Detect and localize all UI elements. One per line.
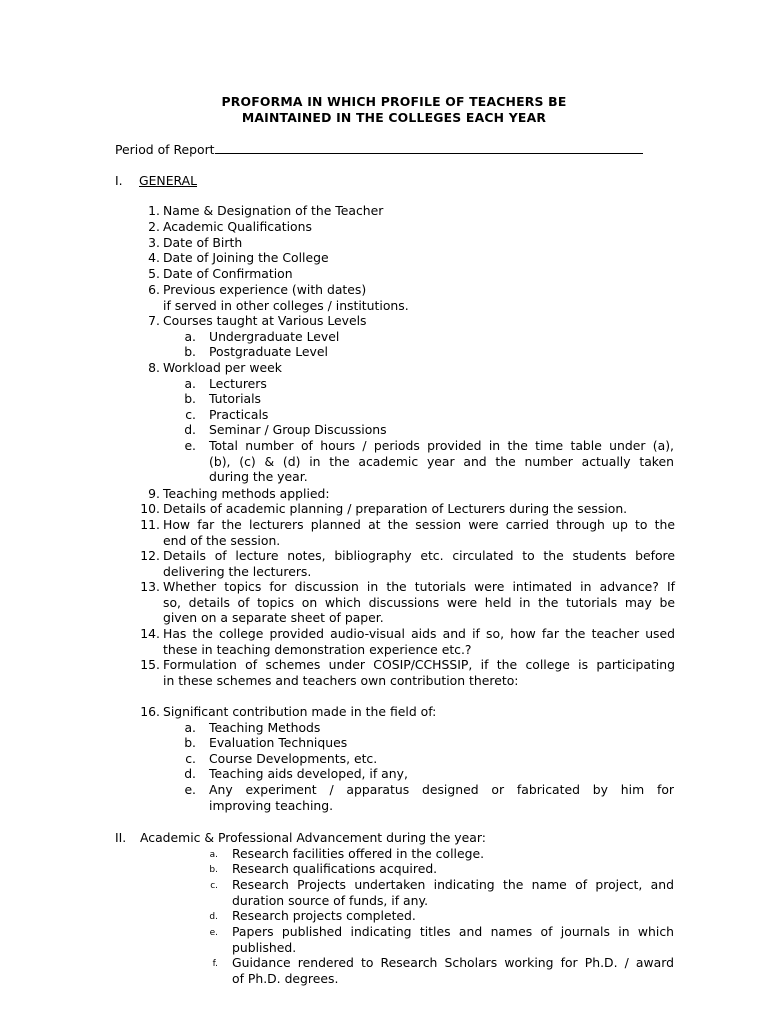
item-number: 16. <box>140 704 160 719</box>
subitem-marker: e. <box>184 438 196 453</box>
subitem-text: Course Developments, etc. <box>209 750 378 766</box>
item-number: 13. <box>140 579 160 594</box>
subitem-text: Evaluation Techniques <box>209 735 348 751</box>
subitem-marker: a. <box>184 719 196 735</box>
subitem-text: of Ph.D. degrees. <box>232 970 339 986</box>
subitem-text: Postgraduate Level <box>209 344 328 360</box>
subitem-marker: c. <box>210 881 218 891</box>
subitem-marker: d. <box>184 422 196 438</box>
item-text: Name & Designation of the Teacher <box>163 203 384 218</box>
item-text: How far the lecturers planned at the session were carried through up to the <box>163 517 675 532</box>
subitem-text: Total number of hours / periods provided in the time table under (a), <box>209 438 674 453</box>
period-blank-field[interactable] <box>215 142 643 154</box>
subitem-marker: c. <box>185 750 196 766</box>
section-1-heading: GENERAL <box>139 173 198 188</box>
subitem-text: Research facilities offered in the college. <box>232 846 485 861</box>
item-text: delivering the lecturers. <box>163 563 312 579</box>
item-text: Workload per week <box>163 360 282 375</box>
item-number: 4. <box>148 250 160 265</box>
subitem-marker: d. <box>184 766 196 782</box>
item-text: these in teaching demonstration experience etc.? <box>163 641 472 657</box>
subitem-text: duration source of funds, if any. <box>232 892 429 908</box>
subitem-marker: c. <box>185 406 196 422</box>
subitem-text: published. <box>232 939 297 955</box>
item-text: Previous experience (with dates) <box>163 282 367 297</box>
item-number: 6. <box>148 282 160 297</box>
item-number: 3. <box>148 235 160 250</box>
subitem-marker: a. <box>184 375 196 391</box>
period-of-report <box>115 142 643 158</box>
subitem-marker: b. <box>184 735 196 751</box>
item-number: 2. <box>148 219 160 234</box>
item-text: Academic Qualifications <box>163 219 312 234</box>
item-text: so, details of topics on which discussions were held in the tutorials may be <box>163 594 675 610</box>
subitem-marker: d. <box>209 912 218 922</box>
item-text: in these schemes and teachers own contribution thereto: <box>163 672 519 688</box>
subitem-text: Any experiment / apparatus designed or fabricated by him for <box>209 782 674 797</box>
section-2-numeral: II. <box>115 830 127 845</box>
item-number: 5. <box>148 266 160 281</box>
item-number: 1. <box>148 203 160 218</box>
subitem-text: improving teaching. <box>209 797 334 813</box>
item-text: Whether topics for discussion in the tutorials were intimated in advance? If <box>163 579 675 594</box>
subitem-text: Research projects completed. <box>232 908 416 923</box>
subitem-text: Tutorials <box>209 391 262 407</box>
subitem-marker: a. <box>184 328 196 344</box>
item-text: given on a separate sheet of paper. <box>163 610 384 626</box>
subitem-text: Research qualifications acquired. <box>232 861 438 876</box>
subitem-marker: a. <box>209 850 218 860</box>
subitem-text: Seminar / Group Discussions <box>209 422 387 438</box>
subitem-text: Teaching Methods <box>209 719 321 735</box>
subitem-text: Lecturers <box>209 375 267 391</box>
item-text: Teaching methods applied: <box>163 486 330 501</box>
item-number: 8. <box>148 360 160 375</box>
item-number: 14. <box>140 626 160 641</box>
subitem-text: Undergraduate Level <box>209 328 340 344</box>
period-label: Period of Report <box>115 142 215 157</box>
item-text: Date of Birth <box>163 235 243 250</box>
document-title-line-1: PROFORMA IN WHICH PROFILE OF TEACHERS BE <box>221 94 567 109</box>
item-number: 15. <box>140 657 160 672</box>
subitem-marker: f. <box>212 959 218 969</box>
item-text: Details of lecture notes, bibliography etc. circulated to the students before <box>163 548 675 563</box>
subitem-text: during the year. <box>209 469 308 485</box>
item-text: Date of Joining the College <box>163 250 329 265</box>
item-text: Date of Confirmation <box>163 266 293 281</box>
subitem-marker: b. <box>184 344 196 360</box>
subitem-text: Teaching aids developed, if any, <box>209 766 408 782</box>
section-2-heading: Academic & Professional Advancement during the year: <box>140 830 486 845</box>
subitem-marker: e. <box>184 782 196 797</box>
section-1-numeral: I. <box>115 173 123 188</box>
item-text: Significant contribution made in the field of: <box>163 704 437 719</box>
item-text: Details of academic planning / preparation of Lecturers during the session. <box>163 501 628 516</box>
item-text: if served in other colleges / institutions. <box>163 297 409 313</box>
item-text: Has the college provided audio-visual aids and if so, how far the teacher used <box>163 626 675 641</box>
document-title-line-2: MAINTAINED IN THE COLLEGES EACH YEAR <box>241 110 547 125</box>
subitem-text: Guidance rendered to Research Scholars working for Ph.D. / award <box>232 955 674 970</box>
subitem-text: Papers published indicating titles and names of journals in which <box>232 924 674 939</box>
subitem-text: Research Projects undertaken indicating the name of project, and <box>232 877 674 892</box>
subitem-marker: b. <box>184 391 196 407</box>
item-text: end of the session. <box>163 532 281 548</box>
subitem-marker: b. <box>209 865 218 875</box>
item-number: 9. <box>148 486 160 501</box>
item-number: 10. <box>140 501 160 516</box>
subitem-text: Practicals <box>209 406 269 422</box>
item-number: 7. <box>148 313 160 328</box>
item-text: Courses taught at Various Levels <box>163 313 367 328</box>
item-number: 11. <box>140 517 160 532</box>
item-text: Formulation of schemes under COSIP/CCHSSIP, if the college is participating <box>163 657 675 672</box>
item-number: 12. <box>140 548 160 563</box>
subitem-marker: e. <box>209 928 218 938</box>
subitem-text: (b), (c) & (d) in the academic year and the number actually taken <box>209 453 674 469</box>
